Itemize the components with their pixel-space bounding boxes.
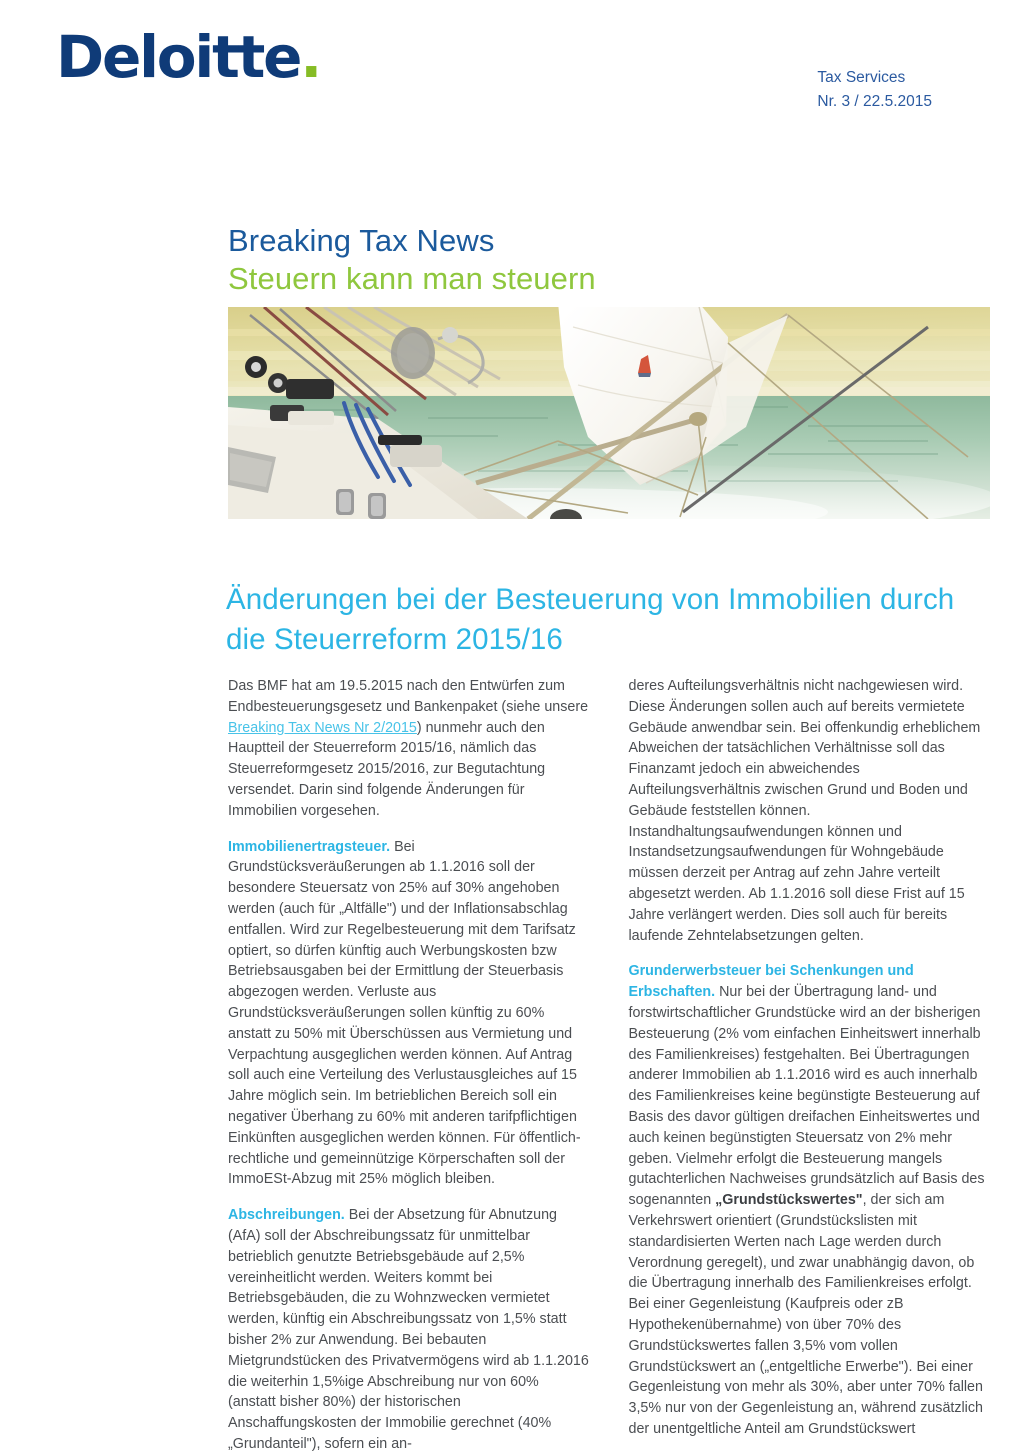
logo-wordmark: Deloitte [56, 23, 301, 91]
continuation-paragraph: deres Aufteilungsverhältnis nicht nachgewiesen wird. Diese Änderungen sollen auch auf bereits vermietete Gebäude anwendbar sein. Bei offenkundig erheblichem Abweichen der tatsächlichen Verhältnisse soll das Finanzamt jedoch ein abweichendes Aufteilungsverhältnis zwischen Grund und Boden und Gebäude feststellen können. Instandhaltungsaufwendungen können und Instandsetzungsaufwendungen für Wohngebäude müssen derzeit per Antrag auf zehn Jahre verteilt abgesetzt werden. Ab 1.1.2016 soll diese Frist auf 15 Jahre verlängert werden. Dies soll auch für bereits laufende Zehntelabsetzungen gelten. [628, 678, 981, 944]
section-lead-in: Immobilienertragsteuer. [228, 838, 391, 855]
deloitte-logo [56, 23, 321, 91]
intro-text-after-link: ) nunmehr auch den Hauptteil der Steuerreform 2015/16, nämlich das Steuerreformgesetz 2015/2016, zur Begutachtung versendet. Darin sind folgende Änderungen für Immobilien vorgesehen. [228, 719, 546, 819]
section-lead-in: Abschreibungen. [228, 1207, 345, 1224]
section-body-text-b: , der sich am Verkehrswert orientiert (Grundstückslisten mit standardisierten Werten nach Lage werden durch Verordnung geregelt), und zwar unabhängig davon, ob die Übertragung innerhalb des Familienkreises erfolgt. Bei einer Gegenleistung (Kaufpreis oder zB Hypothekenübernahme) von über 70% des Grundstückswertes fallen 3,5% vom vollen Grundstückswert an („entgeltliche Erwerbe"). Bei einer Gegenleistung von mehr als 30%, aber unter 70% fallen 3,5% nur von der Gegenleistung an, während zusätzlich der unentgeltliche Anteil am Grundstückswert [628, 1192, 983, 1437]
section-abschreibungen [228, 1205, 590, 1455]
grundstueckswert-term: „Grundstückswertes" [715, 1192, 863, 1209]
section-body-text: Bei der Absetzung für Abnutzung (AfA) soll der Abschreibungssatz für unmittelbar betrieblich genutzte Betriebsgebäude auf 2,5% vereinheitlicht werden. Weiters kommt bei Betriebsgebäuden, die zu Wohnzwecken vermietet werden, künftig ein Abschreibungssatz von 1,5% statt bisher 2% zur Anwendung. Bei bebauten Mietgrundstücken des Privatvermögens wird ab 1.1.2016 die weiterhin 1,5%ige Abschreibung nur von 60% (anstatt bisher 80%) der historischen Anschaffungskosten der Immobilie gerechnet (40% „Grundanteil"), sofern ein an- [228, 1207, 589, 1452]
section-grunderwerbsteuer [629, 961, 991, 1439]
page-header [0, 0, 1018, 140]
right-column [629, 676, 991, 1455]
logo-dot: . [300, 23, 321, 91]
newsletter-title-block [228, 222, 990, 298]
section-lead-in: Grunderwerbsteuer bei Schenkungen und Erbschaften. [628, 963, 914, 1001]
breaking-tax-news-link[interactable]: Breaking Tax News Nr 2/2015 [228, 719, 417, 736]
section-immobilienertragsteuer [228, 837, 590, 1191]
service-line-label: Tax Services [817, 69, 906, 86]
left-column [228, 676, 590, 1455]
hero-image [228, 307, 990, 519]
intro-paragraph [228, 676, 590, 822]
header-meta [817, 66, 932, 114]
article-body [228, 676, 990, 1455]
article-heading: Änderungen bei der Besteuerung von Immobilien durch die Steuerreform 2015/16 [226, 582, 955, 657]
sailing-photo-illustration [228, 307, 990, 519]
issue-number-label: Nr. 3 / 22.5.2015 [817, 93, 932, 111]
newsletter-title: Breaking Tax News [228, 223, 495, 258]
newsletter-tagline: Steuern kann man steuern [228, 260, 596, 296]
section-body-text: Bei Grundstücksveräußerungen ab 1.1.2016 soll der besondere Steuersatz von 25% auf 30% angehoben werden (auch für „Altfälle") und der Inflationsabschlag entfallen. Wird zur Regelbesteuerung mit dem Tarifsatz optiert, so dürfen künftig auch Werbungskosten bzw Betriebsausgaben bei der Ermittlung der Steuerbasis abgezogen werden. Verluste aus Grundstücksveräußerungen sollen künftig zu 60% anstatt zu 50% mit Überschüssen aus Vermietung und Verpachtung ausgeglichen werden können. Auf Antrag soll auch eine Verteilung des Verlustausgleiches auf 15 Jahre möglich sein. Im betrieblichen Bereich soll ein negativer Überhang zu 60% mit anderen tarifpflichtigen Einkünften ausgeglichen werden können. Für öffentlich-rechtliche und gemeinnützige Körperschaften soll der ImmoESt-Abzug mit 25% möglich bleiben. [228, 838, 581, 1188]
intro-text-before-link: Das BMF hat am 19.5.2015 nach den Entwürfen zum Endbesteuerungsgesetz und Bankenpaket (siehe unsere [228, 678, 589, 715]
section-body-text-a: Nur bei der Übertragung land- und forstwirtschaftlicher Grundstücke wird an der bisherigen Besteuerung (2% vom einfachen Einheitswert innerhalb des Familienkreises) festgehalten. Bei Übertragungen anderer Immobilien ab 1.1.2016 wird es auch innerhalb des Familienkreises keine begünstigte Besteuerung auf Basis des davor gültigen dreifachen Einheitswertes und auch keinen begünstigten Steuersatz von 2% mehr geben. Vielmehr erfolgt die Besteuerung mangels gutachterlichen Nachweises grundsätzlich auf Basis des sogenannten [628, 984, 985, 1209]
